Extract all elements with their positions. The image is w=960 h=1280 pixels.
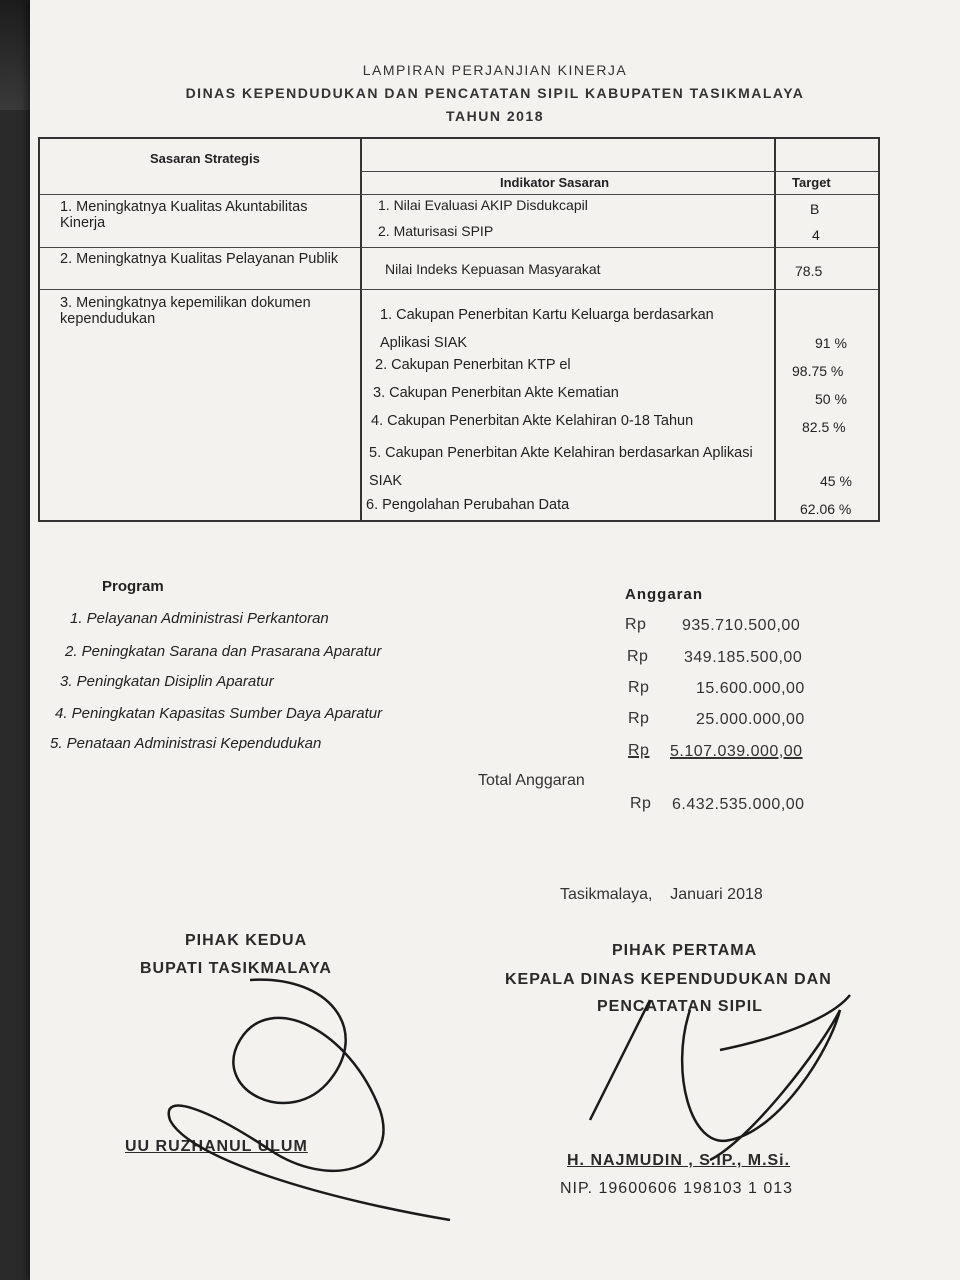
- left-title: BUPATI TASIKMALAYA: [140, 960, 332, 977]
- doc-title-line3: TAHUN 2018: [446, 108, 544, 124]
- left-name: UU RUZHANUL ULUM: [125, 1138, 308, 1155]
- target-3-3: 50 %: [815, 391, 847, 407]
- document-page: [30, 0, 960, 1280]
- left-signature: [130, 970, 490, 1230]
- indikator-1-2: 2. Maturisasi SPIP: [378, 223, 494, 239]
- amount-5: 5.107.039.000,00: [670, 743, 803, 760]
- sasaran-row-2: 2. Meningkatnya Kualitas Pelayanan Publik: [60, 251, 339, 267]
- indikator-3-3: 3. Cakupan Penerbitan Akte Kematian: [373, 385, 619, 401]
- target-3-4: 82.5 %: [802, 419, 846, 435]
- target-3-6: 62.06 %: [800, 501, 852, 517]
- right-title-1: KEPALA DINAS KEPENDUDUKAN DAN: [505, 971, 832, 988]
- indikator-3-5: 5. Cakupan Penerbitan Akte Kelahiran berdasarkan Aplikasi SIAK: [369, 445, 753, 489]
- indikator-3-2: 2. Cakupan Penerbitan KTP el: [375, 357, 571, 373]
- performance-table: [38, 137, 880, 522]
- currency-1: Rp: [625, 616, 647, 633]
- indikator-2-1: Nilai Indeks Kepuasan Masyarakat: [385, 261, 601, 277]
- sasaran-row-3: 3. Meningkatnya kepemilikan dokumen kependudukan: [60, 295, 311, 327]
- total-label: Total Anggaran: [478, 772, 585, 789]
- indikator-3-4: 4. Cakupan Penerbitan Akte Kelahiran 0-18 Tahun: [371, 413, 694, 429]
- target-1-1: B: [810, 201, 820, 217]
- right-title-2: PENCATATAN SIPIL: [597, 998, 763, 1015]
- program-item-2: 2. Peningkatan Sarana dan Prasarana Aparatur: [65, 643, 382, 660]
- right-nip: NIP. 19600606 198103 1 013: [560, 1180, 794, 1197]
- currency-4: Rp: [628, 710, 650, 727]
- program-item-5: 5. Penataan Administrasi Kependudukan: [50, 735, 322, 752]
- doc-title-line1: LAMPIRAN PERJANJIAN KINERJA: [362, 62, 628, 78]
- target-3-1: 91 %: [815, 335, 847, 351]
- target-3-2: 98.75 %: [792, 363, 844, 379]
- col-header-sasaran: Sasaran Strategis: [150, 151, 260, 166]
- currency-3: Rp: [628, 679, 650, 696]
- amount-1: 935.710.500,00: [682, 617, 801, 634]
- indikator-3-1: 1. Cakupan Penerbitan Kartu Keluarga berdasarkan Aplikasi SIAK: [380, 307, 714, 351]
- left-role: PIHAK KEDUA: [185, 932, 308, 949]
- amount-2: 349.185.500,00: [684, 649, 803, 666]
- anggaran-heading: Anggaran: [625, 586, 704, 603]
- col-header-indikator: Indikator Sasaran: [500, 175, 610, 190]
- doc-title-line2: DINAS KEPENDUDUKAN DAN PENCATATAN SIPIL KABUPATEN TASIKMALAYA: [185, 85, 805, 101]
- indikator-1-1: 1. Nilai Evaluasi AKIP Disdukcapil: [378, 197, 588, 213]
- total-currency: Rp: [630, 795, 652, 812]
- amount-3: 15.600.000,00: [696, 680, 805, 697]
- right-name: H. NAJMUDIN , S.IP., M.Si.: [567, 1152, 791, 1169]
- right-role: PIHAK PERTAMA: [612, 942, 758, 959]
- target-1-2: 4: [812, 227, 820, 243]
- program-item-4: 4. Peningkatan Kapasitas Sumber Daya Aparatur: [55, 705, 383, 722]
- sasaran-row-1: 1. Meningkatnya Kualitas Akuntabilitas Kinerja: [60, 199, 308, 231]
- indikator-3-6: 6. Pengolahan Perubahan Data: [366, 497, 570, 513]
- program-item-3: 3. Peningkatan Disiplin Aparatur: [60, 673, 274, 690]
- target-3-5: 45 %: [820, 473, 852, 489]
- program-item-1: 1. Pelayanan Administrasi Perkantoran: [70, 610, 329, 627]
- currency-2: Rp: [627, 648, 649, 665]
- col-header-target: Target: [792, 175, 831, 190]
- currency-5: Rp: [628, 742, 650, 759]
- right-signature: [570, 990, 860, 1170]
- place-date: Tasikmalaya, Januari 2018: [560, 886, 763, 903]
- target-2-1: 78.5: [795, 263, 823, 279]
- amount-4: 25.000.000,00: [696, 711, 805, 728]
- program-heading: Program: [102, 578, 164, 595]
- total-amount: 6.432.535.000,00: [672, 796, 805, 813]
